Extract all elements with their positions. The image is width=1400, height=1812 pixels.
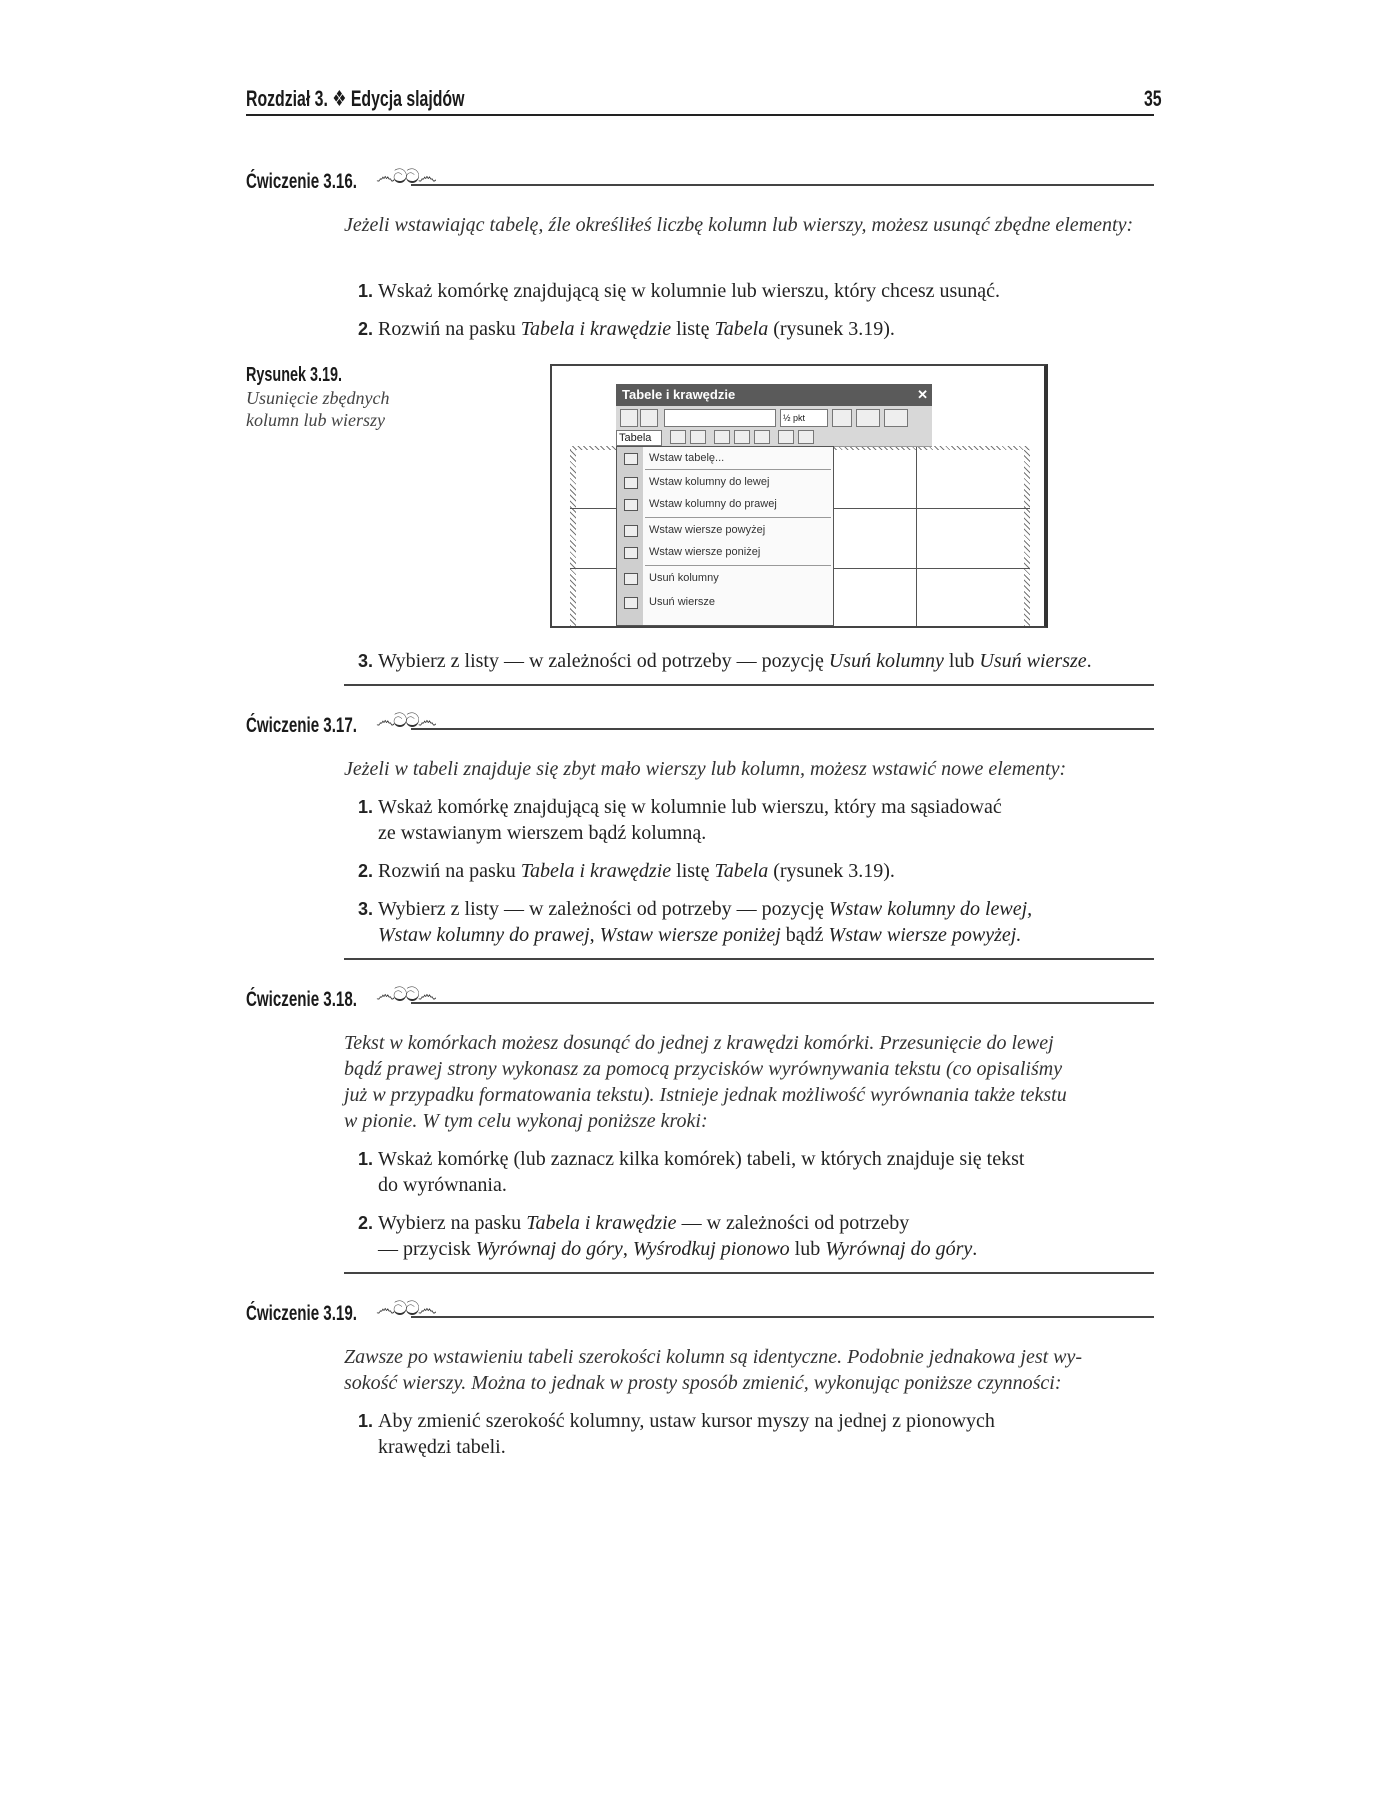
table-border-hatch (570, 446, 576, 626)
menu-item-delete-columns[interactable]: Usuń kolumny (649, 572, 719, 584)
step-text-line: Wstaw kolumny do prawej, Wstaw wiersze poniżej bądź Wstaw wiersze powyżej. (378, 924, 1022, 946)
tabela-menu (616, 446, 834, 626)
menu-divider (645, 565, 831, 566)
distribute-rows-icon[interactable] (778, 430, 794, 444)
exercise-intro: Jeżeli wstawiając tabelę, źle określiłeś liczbę kolumn lub wierszy, możesz usunąć zbędne elementy: (344, 214, 1134, 236)
pen-color-icon[interactable] (832, 409, 852, 427)
insert-table-icon (624, 453, 638, 465)
figure-description-line: kolumn lub wierszy (246, 410, 385, 430)
exercise-end-rule (344, 1272, 1154, 1274)
intro-line: Tekst w komórkach możesz dosunąć do jednej z krawędzi komórki. Przesunięcie do lewej (344, 1032, 1054, 1054)
chapter-title: Rozdział 3. ❖ Edycja slajdów (246, 86, 465, 111)
menu-item-insert-row-below[interactable]: Wstaw wiersze poniżej (649, 546, 761, 558)
merge-cells-icon[interactable] (670, 430, 686, 444)
exercise-label: Ćwiczenie 3.16. (246, 170, 357, 193)
menu-item-insert-column-left[interactable]: Wstaw kolumny do lewej (649, 476, 770, 488)
align-middle-icon[interactable] (734, 430, 750, 444)
exercise-end-rule (344, 958, 1154, 960)
menu-item-insert-column-right[interactable]: Wstaw kolumny do prawej (649, 498, 777, 510)
intro-line: Zawsze po wstawieniu tabeli szerokości kolumn są identyczne. Podobnie jednakowa jest wy- (344, 1346, 1083, 1368)
step-3 (358, 648, 1154, 674)
borders-icon[interactable] (856, 409, 880, 427)
delete-columns-icon (624, 573, 638, 585)
heading-rule (411, 1002, 1154, 1004)
draw-table-icon[interactable] (620, 409, 638, 427)
delete-rows-icon (624, 597, 638, 609)
close-icon[interactable]: ✕ (917, 387, 928, 402)
eraser-icon[interactable] (640, 409, 658, 427)
step-text-line: do wyrównania. (378, 1174, 507, 1196)
line-style-select[interactable] (664, 409, 776, 427)
exercise-heading-3-17 (246, 712, 1154, 740)
step-text: Rozwiń na pasku Tabela i krawędzie listę Tabela (rysunek 3.19). (378, 860, 895, 882)
step-1 (358, 1408, 1154, 1460)
step-1 (358, 794, 1154, 846)
exercise-heading-3-16 (246, 168, 1154, 196)
step-text: Rozwiń na pasku Tabela i krawędzie listę Tabela (rysunek 3.19). (378, 318, 895, 340)
heading-rule (411, 184, 1154, 186)
toolbar-row-2 (616, 430, 932, 447)
figure-screenshot (550, 364, 1048, 628)
step-number: 2. (358, 319, 374, 339)
figure-caption (246, 364, 436, 431)
exercise-intro (344, 1344, 1154, 1396)
step-text-line: Wybierz z listy — w zależności od potrzeby — pozycję Wstaw kolumny do lewej, (378, 898, 1033, 920)
menu-divider (645, 469, 831, 470)
heading-rule (411, 1316, 1154, 1318)
ornament-icon: ෴ටට෴ (376, 984, 435, 1006)
step-number: 1. (358, 797, 374, 817)
grid-line (916, 446, 917, 626)
intro-line: sokość wierszy. Można to jednak w prosty sposób zmienić, wykonując poniższe czynności: (344, 1372, 1062, 1394)
step-2 (358, 316, 1154, 342)
step-number: 3. (358, 651, 374, 671)
split-cells-icon[interactable] (690, 430, 706, 444)
figure-label: Rysunek 3.19. (246, 364, 343, 386)
menu-item-insert-table[interactable]: Wstaw tabelę... (649, 452, 725, 464)
step-text-line: Wybierz na pasku Tabela i krawędzie — w zależności od potrzeby (378, 1212, 910, 1234)
intro-line: w pionie. W tym celu wykonaj poniższe kroki: (344, 1110, 708, 1132)
exercise-intro: Jeżeli w tabeli znajduje się zbyt mało wierszy lub kolumn, możesz wstawić nowe elementy: (344, 758, 1067, 780)
step-text-line: krawędzi tabeli. (378, 1436, 506, 1458)
step-text-line: ze wstawianym wierszem bądź kolumną. (378, 822, 707, 844)
menu-divider (645, 517, 831, 518)
insert-row-above-icon (624, 525, 638, 537)
step-2 (358, 858, 1154, 884)
insert-column-left-icon (624, 477, 638, 489)
align-top-icon[interactable] (714, 430, 730, 444)
running-header (246, 84, 1162, 116)
step-1 (358, 278, 1154, 304)
exercise-label: Ćwiczenie 3.19. (246, 1302, 357, 1325)
step-number: 1. (358, 281, 374, 301)
exercise-heading-3-18 (246, 986, 1154, 1014)
exercise-intro (344, 1030, 1154, 1134)
figure-description-line: Usunięcie zbędnych (246, 388, 390, 408)
table-border-hatch (1024, 446, 1030, 626)
exercise-label: Ćwiczenie 3.17. (246, 714, 357, 737)
step-number: 3. (358, 899, 374, 919)
toolbar-title-bar[interactable] (616, 384, 932, 406)
intro-line: bądź prawej strony wykonasz za pomocą przycisków wyrównywania tekstu (co opisaliśmy (344, 1058, 1063, 1080)
menu-item-insert-row-above[interactable]: Wstaw wiersze powyżej (649, 524, 766, 536)
step-number: 2. (358, 861, 374, 881)
step-number: 1. (358, 1411, 374, 1431)
exercise-label: Ćwiczenie 3.18. (246, 988, 357, 1011)
toolbar-title: Tabele i krawędzie (622, 387, 736, 402)
ornament-icon: ෴ටට෴ (376, 1298, 435, 1320)
step-number: 1. (358, 1149, 374, 1169)
line-weight-select[interactable]: ½ pkt (780, 409, 828, 427)
fill-color-icon[interactable] (884, 409, 908, 427)
step-2 (358, 1210, 1154, 1262)
align-bottom-icon[interactable] (754, 430, 770, 444)
tabela-dropdown-button[interactable]: Tabela (616, 430, 662, 446)
step-text: Wybierz z listy — w zależności od potrzeby — pozycję Usuń kolumny lub Usuń wiersze. (378, 650, 1092, 672)
step-text: Wskaż komórkę znajdującą się w kolumnie lub wierszu, który chcesz usunąć. (378, 280, 1001, 302)
step-number: 2. (358, 1213, 374, 1233)
step-text-line: Aby zmienić szerokość kolumny, ustaw kursor myszy na jednej z pionowych (378, 1410, 995, 1432)
exercise-heading-3-19 (246, 1300, 1154, 1328)
insert-row-below-icon (624, 547, 638, 559)
heading-rule (411, 728, 1154, 730)
step-1 (358, 1146, 1154, 1198)
ornament-icon: ෴ටට෴ (376, 166, 435, 188)
step-text-line: — przycisk Wyrównaj do góry, Wyśrodkuj pionowo lub Wyrównaj do góry. (378, 1238, 978, 1260)
exercise-end-rule (344, 684, 1154, 686)
step-text-line: Wskaż komórkę (lub zaznacz kilka komórek) tabeli, w których znajduje się tekst (378, 1148, 1025, 1170)
step-3 (358, 896, 1154, 948)
step-text-line: Wskaż komórkę znajdującą się w kolumnie lub wierszu, który ma sąsiadować (378, 796, 1002, 818)
intro-line: już w przypadku formatowania tekstu). Istnieje jednak możliwość wyrównania także tekstu (344, 1084, 1067, 1106)
page-number: 35 (1143, 86, 1162, 111)
distribute-columns-icon[interactable] (798, 430, 814, 444)
insert-column-right-icon (624, 499, 638, 511)
ornament-icon: ෴ටට෴ (376, 710, 435, 732)
toolbar-row-1 (616, 406, 932, 431)
menu-item-delete-rows[interactable]: Usuń wiersze (649, 596, 716, 608)
